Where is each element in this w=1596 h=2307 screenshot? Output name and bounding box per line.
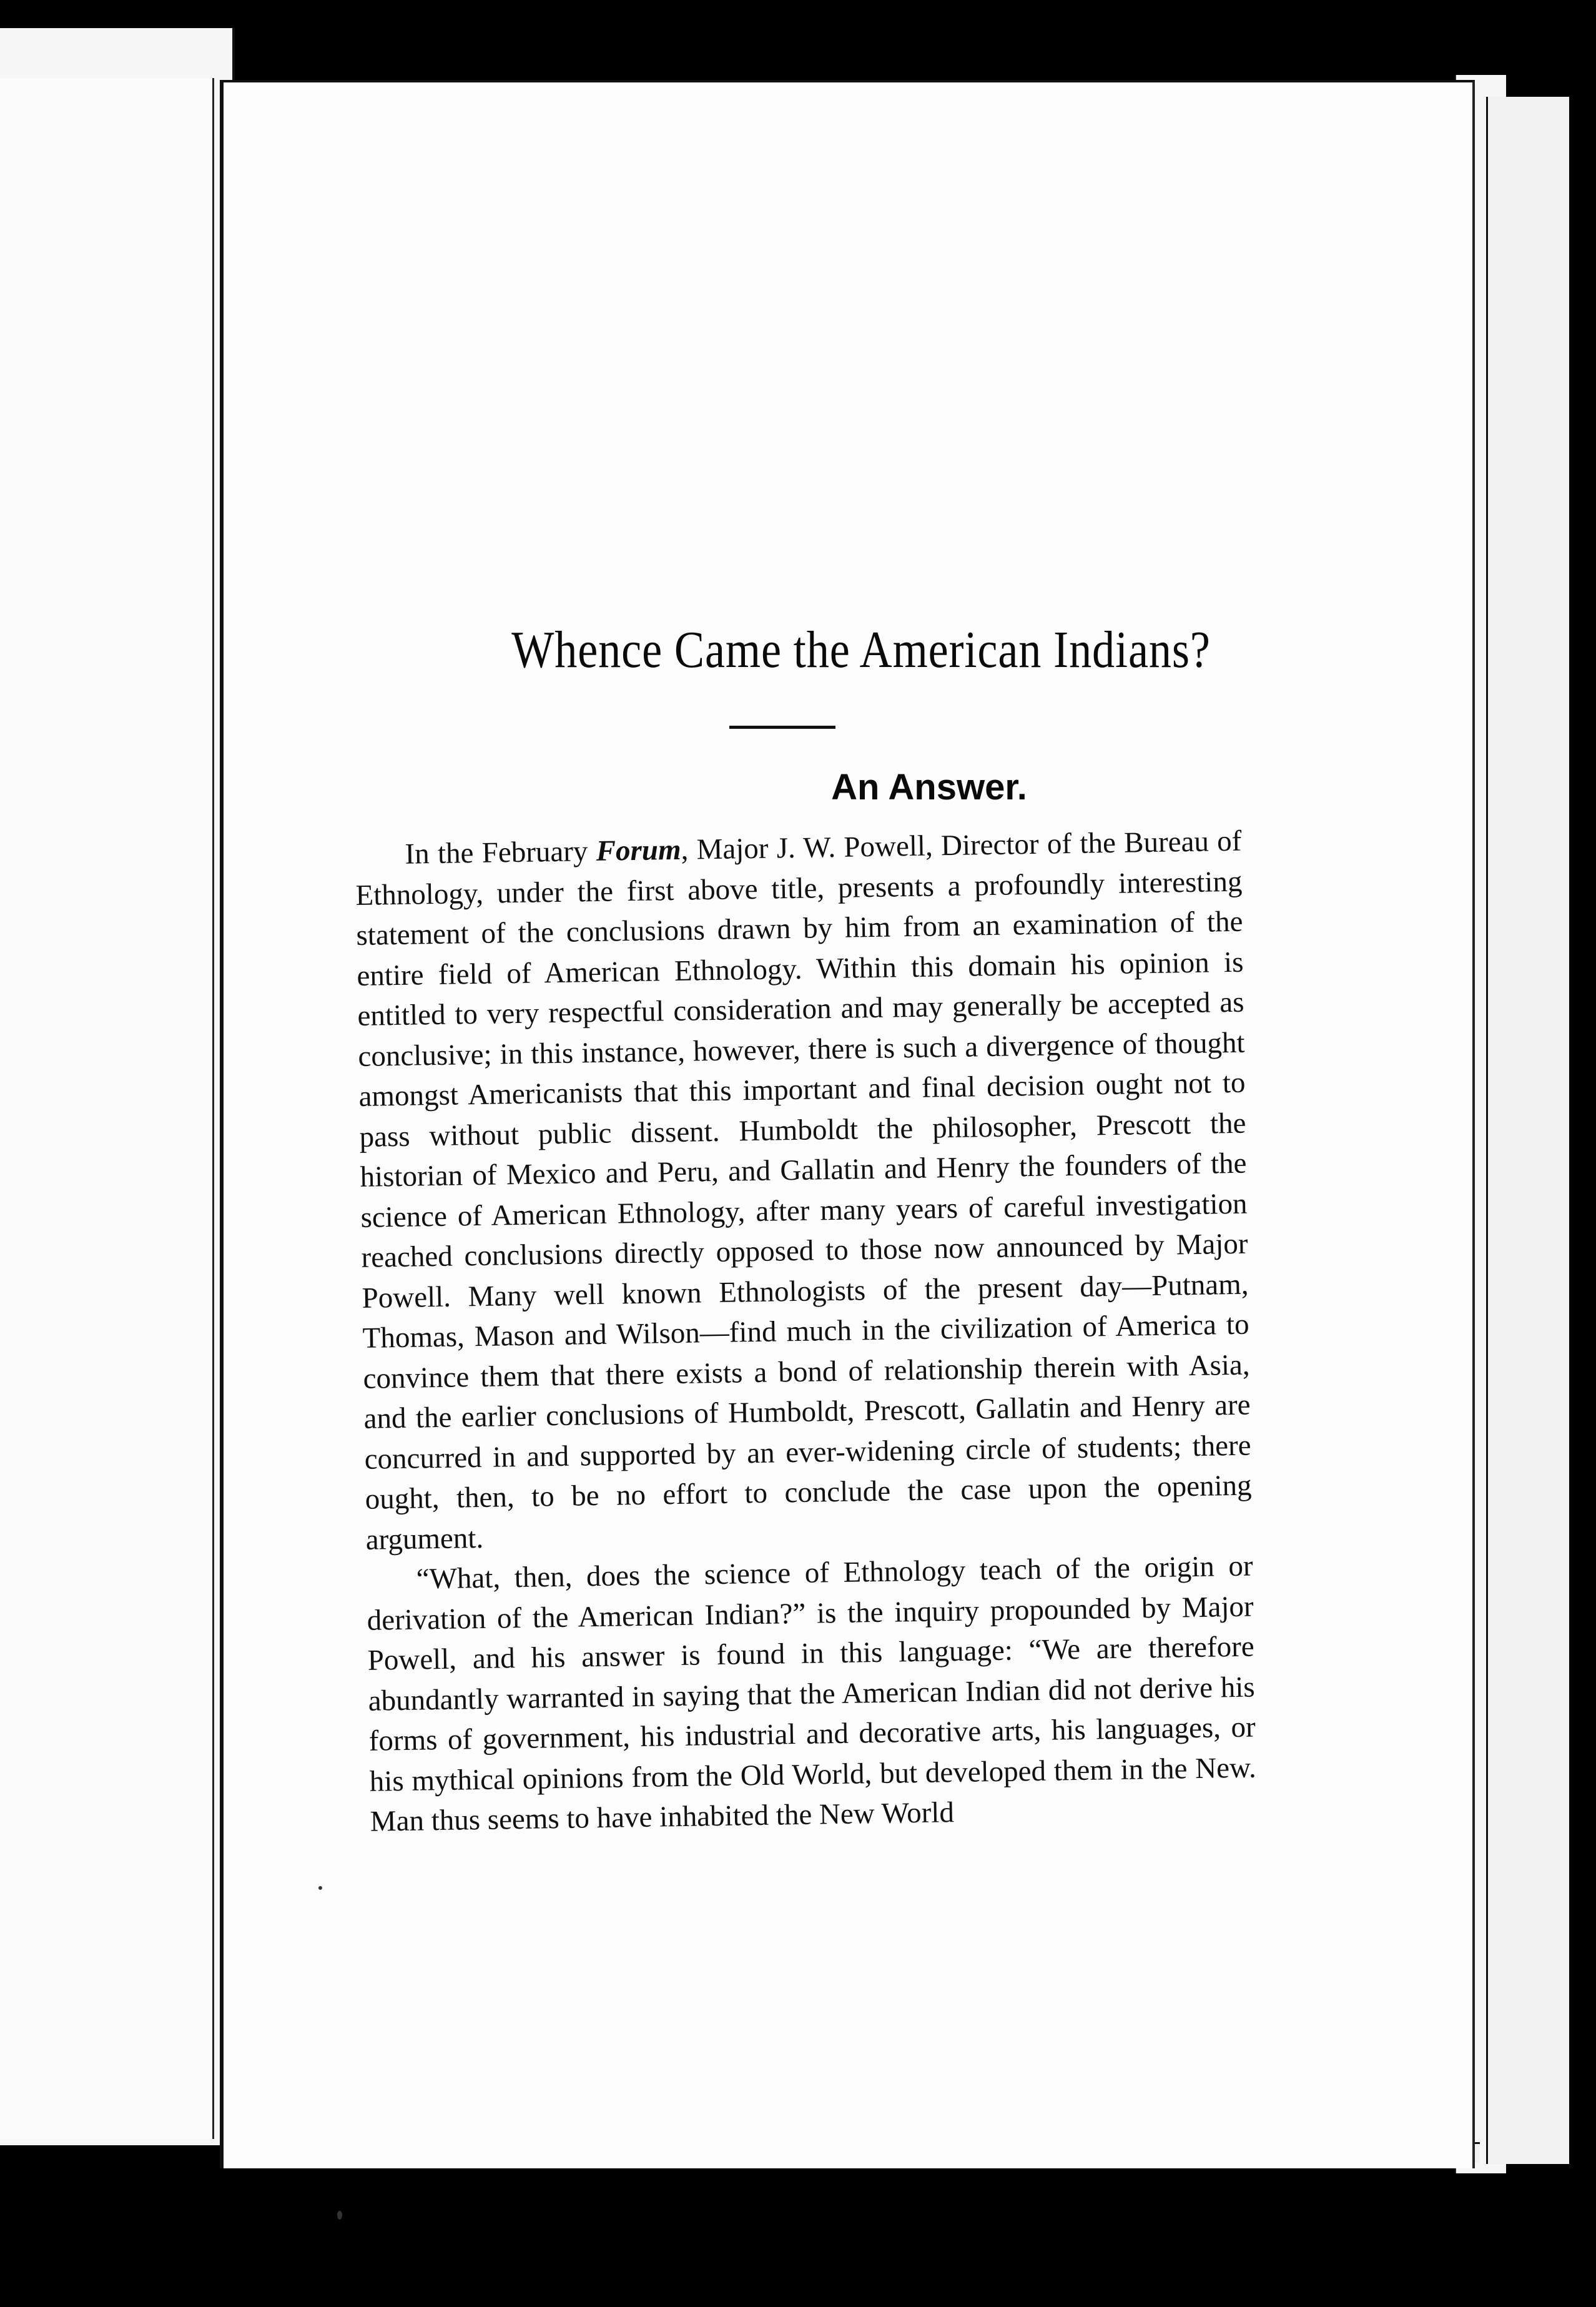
paragraph-1-rest: , Major J. W. Powell, Director of the Bureau of Ethnology, under the first above title, presents a profoundly interesting statement of the conclusions drawn by him from an examination of the entire field of American Ethnology. Within this domain his opinion is entitled to very respectful consideration and may generally be accepted as conclusive; in this instance, however, there is such a divergence of thought amongst Americanists that this important and final decision ought not to pass without public dissent. Humboldt the philosopher, Prescott the historian of Mexico and Peru, and Gallatin and Henry the founders of the science of American Ethnology, after many years of careful investigation reached conclusions directly opposed to those now announced by Major Powell. Many well known Ethnologists of the present day—Putnam, Thomas, Mason and Wilson—find much in the civilization of America to convince them that there exists a bond of relationship therein with Asia, and the earlier conclusions of Humboldt, Prescott, Gallatin and Henry are concurred in and supported by an ever-widening circle of students; there ought, then, to be no effort to conclude the case upon the opening argument. [355, 824, 1252, 1556]
document-body [355, 821, 1257, 1842]
document-title: Whence Came the American Indians? [511, 621, 1211, 679]
scan-speck [318, 1886, 322, 1890]
paragraph-1 [355, 821, 1253, 1560]
paragraph-1-start: In the February [405, 834, 597, 871]
journal-name: Forum [596, 833, 681, 867]
document-subtitle: An Answer. [831, 767, 1027, 808]
right-page-edge-outer [1486, 97, 1569, 2164]
adjacent-left-page [0, 28, 235, 2145]
paragraph-2: “What, then, does the science of Ethnology teach of the origin or derivation of the American Indian?” is the inquiry propounded by Major Powell, and his answer is found in this language: “We are therefore abundantly warranted in saying that the American Indian did not derive his forms of government, his industrial and decorative arts, his languages, or his mythical opinions from the Old World, but developed them in the New. Man thus seems to have inhabited the New World [367, 1549, 1257, 1838]
adjacent-left-page-edge [0, 78, 214, 2139]
document-page [220, 80, 1475, 2168]
scan-speck [337, 2211, 342, 2220]
title-divider [729, 726, 835, 729]
